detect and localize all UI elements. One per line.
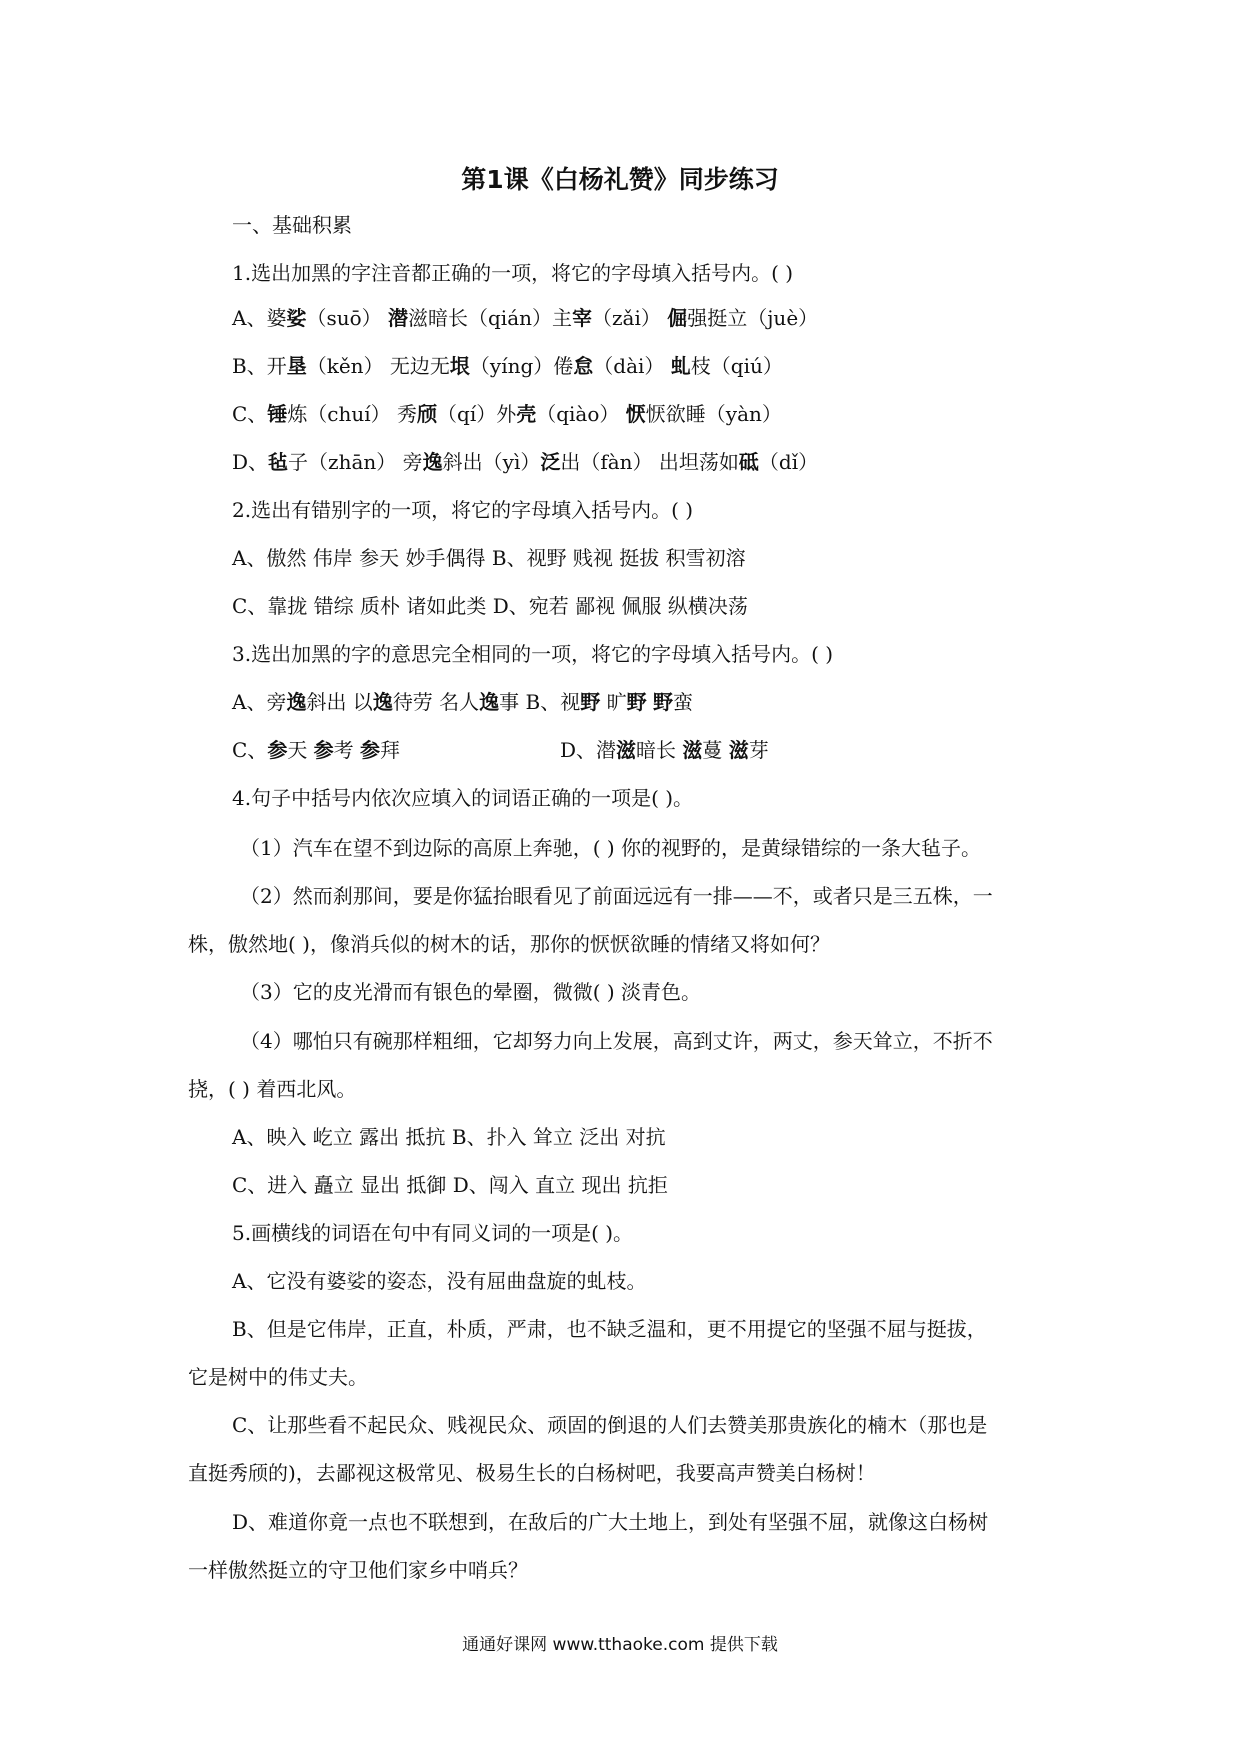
question-4-stem: 4.句子中括号内依次应填入的词语正确的一项是( )。 (232, 786, 694, 810)
q4-sentence-3: （3）它的皮光滑而有银色的晕圈，微微( ) 淡青色。 (240, 980, 702, 1004)
question-5-stem: 5.画横线的词语在句中有同义词的一项是( )。 (232, 1221, 634, 1245)
q3-options-row-2: C、参天 参考 参拜 (232, 738, 401, 762)
q4-sentence-1: （1）汽车在望不到边际的高原上奔驰，( ) 你的视野的，是黄绿错综的一条大毡子。 (240, 836, 982, 860)
q5-option-b-cont: 它是树中的伟丈夫。 (188, 1365, 368, 1389)
q1-option-d: D、毡子（zhān） 旁逸斜出（yì）泛出（fàn） 出坦荡如砥（dǐ） (232, 450, 819, 474)
q4-options-row-1: A、映入 屹立 露出 抵抗 B、扑入 耸立 泛出 对抗 (232, 1125, 666, 1149)
q4-sentence-4-cont: 挠，( ) 着西北风。 (188, 1077, 357, 1101)
q5-option-d: D、难道你竟一点也不联想到，在敌后的广大土地上，到处有坚强不屈，就像这白杨树 (232, 1510, 989, 1534)
q4-sentence-4: （4）哪怕只有碗那样粗细，它却努力向上发展，高到丈许，两丈，参天耸立，不折不 (240, 1029, 993, 1053)
page-footer: 通通好课网 www.tthaoke.com 提供下载 (462, 1635, 778, 1655)
question-3-stem: 3.选出加黑的字的意思完全相同的一项，将它的字母填入括号内。( ) (232, 642, 834, 666)
q3-options-row-1: A、旁逸斜出 以逸待劳 名人逸事 B、视野 旷野 野蛮 (232, 690, 693, 714)
q5-option-c: C、让那些看不起民众、贱视民众、顽固的倒退的人们去赞美那贵族化的楠木（那也是 (232, 1413, 988, 1437)
q5-option-d-cont: 一样傲然挺立的守卫他们家乡中哨兵？ (188, 1558, 528, 1582)
q5-option-b: B、但是它伟岸，正直，朴质，严肃，也不缺乏温和，更不用提它的坚强不屈与挺拔， (232, 1317, 987, 1341)
page-title: 第1课《白杨礼赞》同步练习 (461, 165, 779, 194)
q4-sentence-2: （2）然而刹那间，要是你猛抬眼看见了前面远远有一排——不，或者只是三五株，一 (240, 884, 993, 908)
question-1-stem: 1.选出加黑的字注音都正确的一项，将它的字母填入括号内。( ) (232, 261, 794, 285)
q4-options-row-2: C、进入 矗立 显出 抵御 D、闯入 直立 现出 抗拒 (232, 1173, 668, 1197)
q5-option-a: A、它没有婆娑的姿态，没有屈曲盘旋的虬枝。 (232, 1269, 647, 1293)
section-heading: 一、基础积累 (232, 213, 352, 237)
q1-option-b: B、开垦（kěn） 无边无垠（yíng）倦怠（dài） 虬枝（qiú） (232, 354, 783, 378)
q2-options-row-2: C、靠拢 错综 质朴 诸如此类 D、宛若 鄙视 佩服 纵横决荡 (232, 594, 748, 618)
q2-options-row-1: A、傲然 伟岸 参天 妙手偶得 B、视野 贱视 挺拔 积雪初溶 (232, 546, 746, 570)
q1-option-c: C、锤炼（chuí） 秀颀（qí）外壳（qiào） 恹恹欲睡（yàn） (232, 402, 782, 426)
q1-option-a: A、婆娑（suō） 潜滋暗长（qián）主宰（zǎi） 倔强挺立（juè） (232, 306, 819, 330)
q4-sentence-2-cont: 株，傲然地( )，像消兵似的树木的话，那你的恹恹欲睡的情绪又将如何？ (188, 932, 830, 956)
question-2-stem: 2.选出有错别字的一项，将它的字母填入括号内。( ) (232, 498, 694, 522)
q3-option-d: D、潜滋暗长 滋蔓 滋芽 (560, 738, 769, 762)
q5-option-c-cont: 直挺秀颀的)，去鄙视这极常见、极易生长的白杨树吧，我要高声赞美白杨树！ (188, 1461, 876, 1485)
